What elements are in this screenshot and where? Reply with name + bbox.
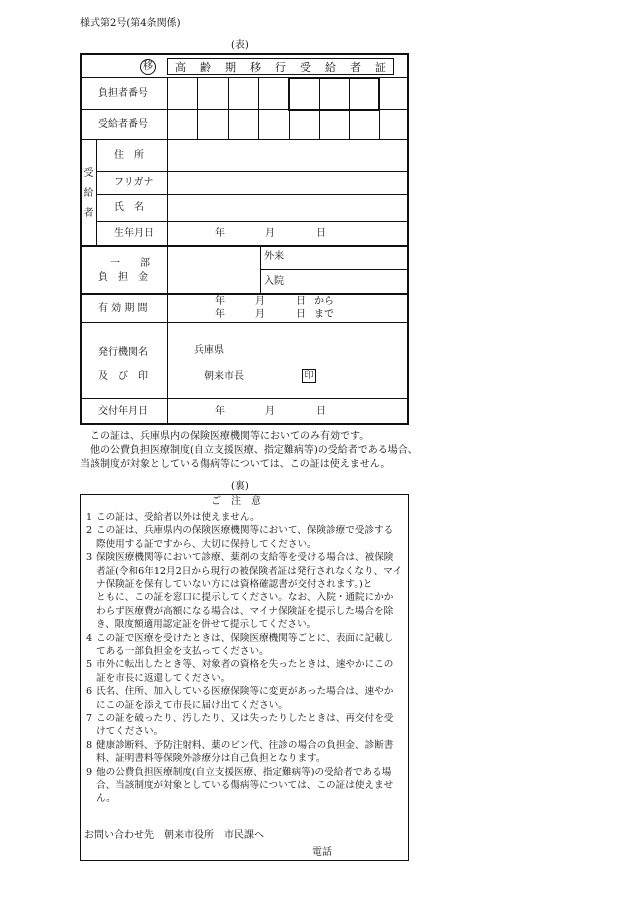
notice-text: わらず医療費が高額になる場合は、マイナ保険証を提示した場合を除 <box>96 605 394 617</box>
notice-text: ナ保険証を保有していない方には資格確認書が交付されます。)と <box>96 579 373 590</box>
copay-label-line1: 一 部 <box>110 258 150 269</box>
address-label: 住 所 <box>114 150 144 161</box>
title-char: 齢 <box>200 60 211 74</box>
notice-number: 6 <box>86 686 93 698</box>
notice-line <box>86 593 393 603</box>
title-char: 者 <box>350 60 361 74</box>
validity-from: から <box>314 296 334 307</box>
notice-line <box>86 794 116 804</box>
contact-info: お問い合わせ先 朝来市役所 市民課へ <box>84 830 264 841</box>
phone-label: 電話 <box>312 847 332 858</box>
title-char: 受 <box>300 60 311 74</box>
issue-year: 年 <box>215 406 225 417</box>
notice-text: 者証(令和6年12月2日から現行の被保険者証は発行されなくなり、マイ <box>96 565 403 577</box>
footnote-1: この証は、兵庫県内の保険医療機関等においてのみ有効です。 <box>90 431 370 442</box>
issue-month: 月 <box>265 406 275 417</box>
furigana-label: フリガナ <box>114 177 154 188</box>
notice-number: 7 <box>86 713 93 724</box>
notice-text: 氏名、住所、加入している医療保険等に変更があった場合は、速やか <box>96 686 394 698</box>
outpatient-label: 外来 <box>264 251 284 262</box>
notice-line <box>86 687 393 697</box>
validity-label: 有 効 期 間 <box>98 303 148 314</box>
copay-label-line2: 負 担 金 <box>98 272 148 283</box>
back-label: (裏) <box>231 481 249 492</box>
notice-text: 健康診断料、予防注射料、薬のビン代、往診の場合の負担金、診断書 <box>96 739 394 751</box>
notice-text: ん。 <box>96 793 116 805</box>
issue-date-label: 交付年月日 <box>98 406 148 417</box>
notice-line <box>86 741 393 751</box>
notice-text: ともに、この証を窓口に提示してください。なお、入院・通院にかか <box>96 592 394 604</box>
form-number: 様式第2号(第4条関係) <box>80 18 181 29</box>
circle-mark-icon: 移 <box>140 59 156 75</box>
recipient-number-label: 受給者番号 <box>98 119 148 130</box>
notice-text: 合、当該制度が対象としている傷病等については、この証は使えませ <box>96 780 394 791</box>
validity-from-month: 月 <box>255 296 265 307</box>
notice-text: 証を市長に返還してください。 <box>96 672 231 684</box>
title-char: 行 <box>275 60 286 74</box>
issuer-label-1: 発行機関名 <box>98 347 148 358</box>
footnote-3: 当該制度が対象としている傷病等については、この証は使えません。 <box>80 459 391 470</box>
notice-line <box>86 620 316 630</box>
front-label: (表) <box>231 40 249 51</box>
recipient-vertical-label: 受 給 者 <box>83 168 94 219</box>
validity-until: まで <box>314 309 334 320</box>
notice-line <box>86 674 230 684</box>
notice-text: この証で医療を受けたときは、保険医療機関等ごとに、表面に記載し <box>96 632 394 644</box>
notice-text: き、限度額適用認定証を併せて提示してください。 <box>96 619 317 631</box>
title-char: 証 <box>375 60 386 74</box>
validity-to-year: 年 <box>215 309 225 320</box>
notice-line <box>86 540 317 550</box>
notice-line <box>86 714 393 724</box>
notice-line <box>86 580 372 590</box>
title-char: 移 <box>250 60 261 74</box>
footnote-2: 他の公費負担医療制度(自立支援医療、指定難病等)の受給者である場合、 <box>90 445 418 456</box>
validity-to-day: 日 <box>296 309 306 320</box>
notice-line <box>86 727 163 737</box>
notice-line <box>86 647 269 657</box>
notice-text: にこの証を添えて市長に届け出てください。 <box>96 699 288 711</box>
issuer-label-2: 及 び 印 <box>98 371 148 382</box>
notice-line <box>86 701 288 711</box>
notice-text: 際使用する証ですから、大切に保持してください。 <box>96 538 317 550</box>
notice-number: 4 <box>86 632 93 644</box>
notice-line <box>86 781 393 791</box>
notice-number: 2 <box>86 525 93 537</box>
notice-text: この証は、受給者以外は使えません。 <box>96 512 260 523</box>
notice-text: この証は、兵庫県内の保険医療機関等において、保険診療で受診する <box>96 525 394 537</box>
notice-line <box>86 526 393 536</box>
notice-number: 8 <box>86 739 93 751</box>
birth-day: 日 <box>316 228 326 239</box>
issuer-prefecture: 兵庫県 <box>194 345 224 356</box>
notice-text: けてください。 <box>96 726 164 738</box>
payer-number-label: 負担者番号 <box>98 88 148 99</box>
form-title <box>167 58 394 75</box>
notice-number: 1 <box>86 512 93 523</box>
notice-line <box>86 513 260 523</box>
notice-text: 料、証明書料等保険外診療分は自己負担となります。 <box>96 753 326 765</box>
name-label: 氏 名 <box>114 202 144 213</box>
notice-line <box>86 567 402 577</box>
issuer-mayor: 朝来市長 <box>204 371 244 382</box>
validity-to-month: 月 <box>255 309 265 320</box>
issue-day: 日 <box>316 406 326 417</box>
title-char: 高 <box>175 60 186 74</box>
title-char: 期 <box>225 60 236 74</box>
notice-text: 他の公費負担医療制度(自立支援医療、指定難病等)の受給者である場 <box>96 766 392 778</box>
notice-line <box>86 660 393 670</box>
notice-line <box>86 768 391 778</box>
birth-year: 年 <box>215 228 225 239</box>
notice-line <box>86 553 393 563</box>
inpatient-label: 入院 <box>264 276 284 287</box>
validity-from-year: 年 <box>215 296 225 307</box>
notice-text: 市外に転出したとき等、対象者の資格を失ったときは、速やかにこの <box>96 659 394 671</box>
notice-line <box>86 754 325 764</box>
notice-text: 保険医療機関等において診療、薬剤の支給等を受ける場合は、被保険 <box>96 552 394 564</box>
birth-month: 月 <box>265 228 275 239</box>
notice-title: ご 注 意 <box>211 496 261 507</box>
notice-text: この証を破ったり、汚したり、又は失ったりしたときは、再交付を受 <box>96 713 394 724</box>
notice-number: 9 <box>86 766 93 778</box>
notice-number: 3 <box>86 552 93 564</box>
birthdate-label: 生年月日 <box>114 228 154 239</box>
notice-number: 5 <box>86 659 93 671</box>
validity-from-day: 日 <box>296 296 306 307</box>
notice-line <box>86 634 393 644</box>
notice-text: てある一部負担金を支払ってください。 <box>96 646 269 657</box>
notice-line <box>86 607 393 617</box>
title-char: 給 <box>325 60 336 74</box>
seal-icon: 印 <box>302 369 316 383</box>
